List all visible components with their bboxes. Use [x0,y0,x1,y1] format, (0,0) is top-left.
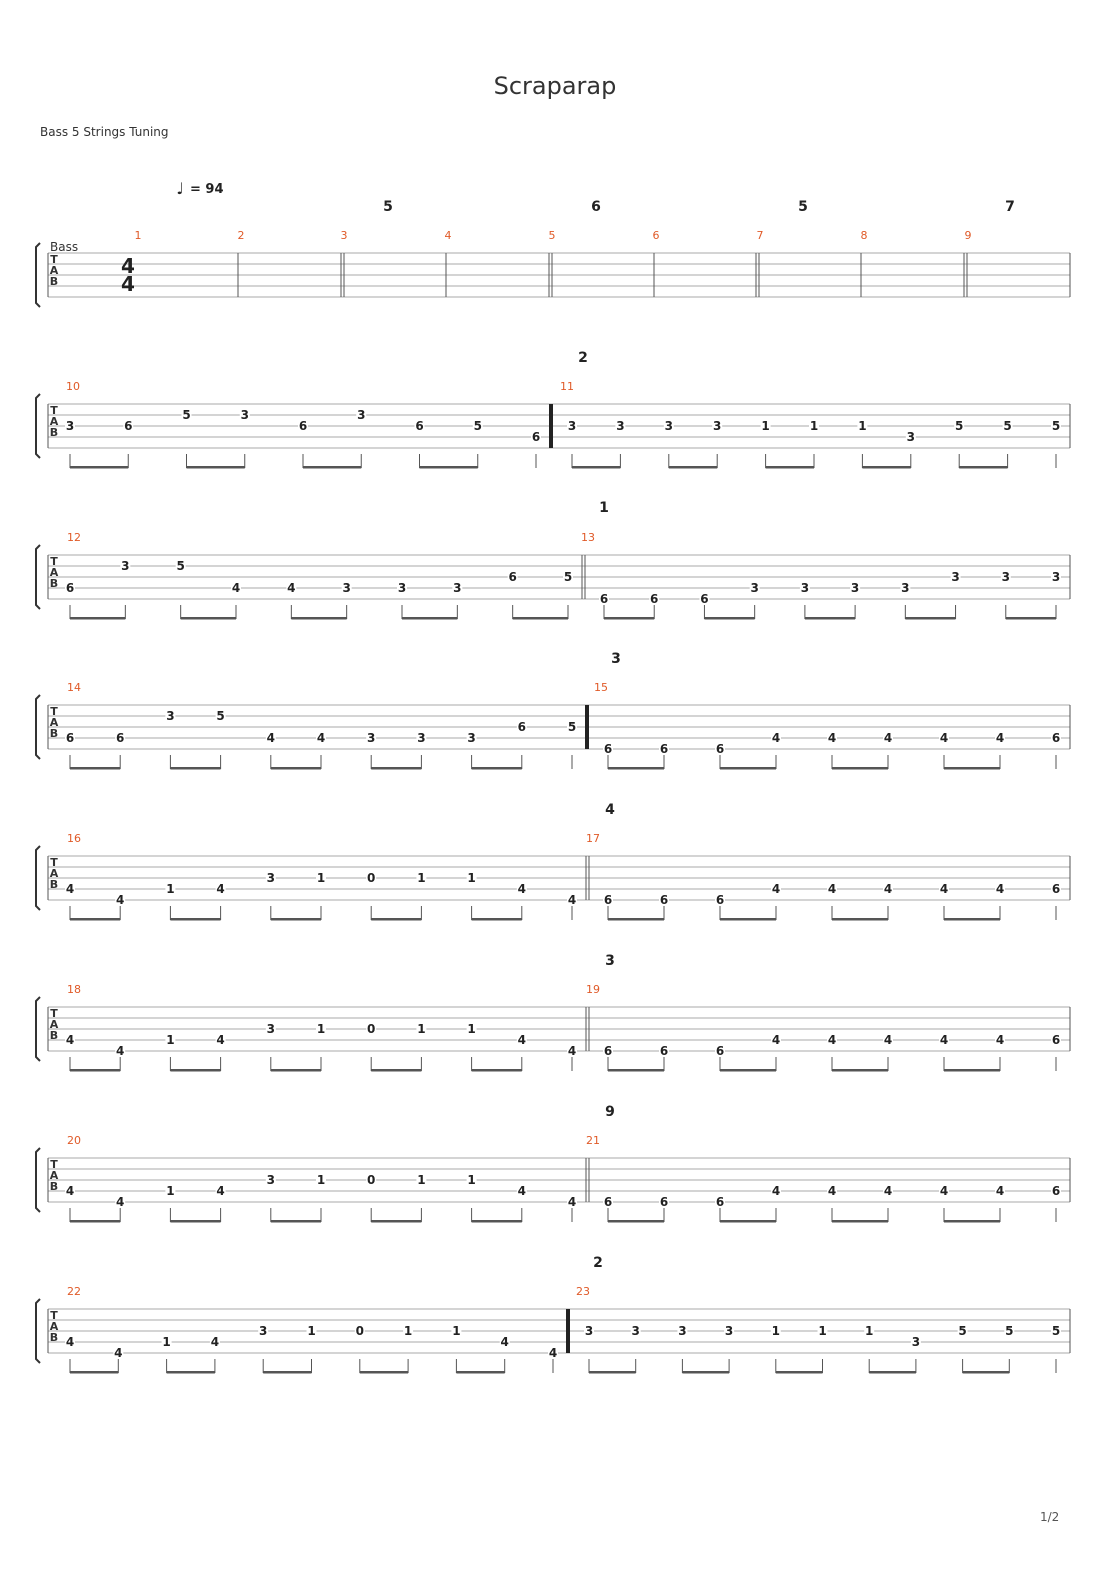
note-beam [70,1069,120,1072]
note-beam [1006,617,1056,620]
tab-clef-letter: T [50,253,58,266]
fret-number: 4 [995,882,1005,896]
measure-number: 12 [67,531,81,544]
tab-clef-letter: A [49,867,59,880]
tab-clef-letter: B [49,1180,59,1193]
system-bracket [36,1299,40,1363]
fret-number: 3 [567,419,577,433]
note-beam [669,466,717,469]
fret-number: 3 [1051,570,1061,584]
note-beam [608,918,664,921]
note-beam [303,466,361,469]
fret-number: 4 [65,1033,75,1047]
fret-number: 5 [958,1324,967,1338]
system-bracket [36,545,40,609]
fret-number: 4 [116,1195,125,1209]
fret-number: 5 [955,419,964,433]
fret-number: 3 [664,419,673,433]
fret-number: 3 [901,581,910,595]
measure-number: 7 [756,229,764,242]
fret-number: 0 [367,1022,376,1036]
fret-number: 6 [715,893,725,907]
measure-number: 2 [237,229,245,242]
fret-number: 6 [65,731,75,745]
tab-clef-letter: B [49,1029,59,1042]
fret-number: 4 [771,1033,781,1047]
fret-number: 1 [818,1324,827,1338]
note-beam [472,1069,522,1072]
fret-number: 3 [467,731,476,745]
note-beam [720,918,776,921]
tab-system [36,651,1070,770]
repeat-count: 1 [599,500,609,516]
tab-clef-letter: A [49,1320,59,1333]
fret-number: 4 [827,882,837,896]
note-beam [170,1069,220,1072]
fret-number: 6 [603,1195,613,1209]
repeat-barline [566,1309,570,1353]
fret-number: 6 [603,742,613,756]
fret-number: 3 [397,581,407,595]
fret-number: 3 [367,731,376,745]
note-beam [472,1220,522,1223]
fret-number: 4 [65,1184,75,1198]
fret-number: 4 [316,731,326,745]
note-beam [608,767,664,770]
repeat-barline [549,404,553,448]
fret-number: 6 [1051,1184,1061,1198]
fret-number: 3 [678,1324,687,1338]
fret-number: 1 [467,1022,476,1036]
fret-number: 3 [453,581,462,595]
note-beam [832,767,888,770]
note-beam [402,617,457,620]
repeat-count: 2 [593,1255,603,1271]
fret-number: 6 [715,1044,725,1058]
fret-number: 1 [417,871,426,885]
measure-number: 21 [586,1134,600,1147]
note-beam [271,1220,321,1223]
fret-number: 5 [1003,419,1012,433]
fret-number: 6 [700,592,709,606]
fret-number: 6 [116,731,125,745]
fret-number: 6 [659,742,669,756]
note-beam [944,1069,1000,1072]
fret-number: 4 [771,731,781,745]
fret-number: 3 [750,581,759,595]
tuning-label: Bass 5 Strings Tuning [40,125,169,139]
tab-clef-letter: T [50,555,58,568]
note-beam [832,918,888,921]
fret-number: 5 [1005,1324,1014,1338]
fret-number: 6 [715,742,725,756]
fret-number: 3 [631,1324,640,1338]
fret-number: 3 [342,581,351,595]
fret-number: 3 [724,1324,734,1338]
fret-number: 6 [603,1044,613,1058]
fret-number: 4 [827,1033,837,1047]
repeat-count: 3 [605,953,615,969]
note-beam [720,1220,776,1223]
tab-clef-letter: A [49,415,59,428]
system-bracket [36,1148,40,1212]
tab-system [36,1255,1070,1374]
repeat-barline [585,705,589,749]
fret-number: 1 [166,1033,175,1047]
note-beam [70,918,120,921]
fret-number: 3 [616,419,625,433]
note-beam [271,1069,321,1072]
note-beam [170,767,220,770]
fret-number: 1 [166,882,175,896]
tab-clef-letter: B [49,1331,59,1344]
fret-number: 4 [771,882,781,896]
fret-number: 4 [939,731,949,745]
fret-number: 4 [771,1184,781,1198]
fret-number: 5 [216,709,225,723]
fret-number: 4 [216,1033,225,1047]
fret-number: 0 [367,1173,376,1187]
note-beam [832,1069,888,1072]
measure-number: 11 [560,380,574,393]
tab-clef-letter: A [49,716,59,729]
fret-number: 3 [259,1324,268,1338]
time-sig-denominator: 4 [121,272,135,296]
repeat-count: 5 [798,199,808,215]
fret-number: 5 [176,559,185,573]
fret-number: 6 [415,419,424,433]
fret-number: 1 [865,1324,874,1338]
note-beam [263,1371,311,1374]
fret-number: 3 [911,1335,921,1349]
fret-number: 4 [65,882,75,896]
fret-number: 1 [417,1022,426,1036]
tab-clef-letter: A [49,1018,59,1031]
tab-clef-letter: A [49,264,59,277]
note-beam [608,1220,664,1223]
fret-number: 4 [883,1184,893,1198]
measure-number: 8 [860,229,868,242]
note-beam [291,617,346,620]
note-beam [181,617,236,620]
measure-number: 3 [340,229,348,242]
measure-number: 10 [66,380,80,393]
fret-number: 1 [761,419,770,433]
fret-number: 4 [939,882,949,896]
tab-system [36,500,1070,620]
note-beam [371,1220,421,1223]
fret-number: 3 [1001,570,1010,584]
fret-number: 1 [316,871,326,885]
note-beam [608,1069,664,1072]
note-beam [832,1220,888,1223]
fret-number: 6 [1051,882,1061,896]
fret-number: 1 [316,1173,326,1187]
note-beam [604,617,654,620]
repeat-count: 4 [605,802,615,818]
note-beam [167,1371,215,1374]
note-beam [704,617,754,620]
fret-number: 4 [567,893,577,907]
fret-number: 1 [417,1173,426,1187]
note-beam [472,767,522,770]
fret-number: 4 [548,1346,558,1360]
fret-number: 4 [883,882,893,896]
fret-number: 4 [116,893,125,907]
fret-number: 3 [266,1173,275,1187]
fret-number: 5 [563,570,573,584]
fret-number: 3 [850,581,860,595]
note-beam [70,617,125,620]
note-beam [572,466,620,469]
note-beam [805,617,855,620]
tab-clef-letter: T [50,1309,58,1322]
time-sig-numerator: 4 [121,254,135,278]
fret-number: 3 [417,731,426,745]
fret-number: 1 [316,1022,326,1036]
repeat-count: 6 [591,199,601,215]
tab-clef-letter: A [49,1169,59,1182]
measure-number: 19 [586,983,600,996]
measure-number: 17 [586,832,600,845]
note-beam [371,767,421,770]
fret-number: 5 [473,419,482,433]
note-beam [720,767,776,770]
note-beam [371,1069,421,1072]
fret-number: 4 [231,581,241,595]
tab-clef-letter: T [50,856,58,869]
fret-number: 5 [1051,419,1061,433]
fret-number: 3 [240,408,249,422]
fret-number: 6 [1051,1033,1061,1047]
fret-number: 4 [827,1184,837,1198]
fret-number: 4 [939,1033,949,1047]
fret-number: 3 [65,419,75,433]
fret-number: 1 [809,419,819,433]
note-beam [70,1220,120,1223]
note-beam [170,918,220,921]
note-beam [271,767,321,770]
repeat-count: 5 [383,199,393,215]
fret-number: 1 [467,871,476,885]
fret-number: 6 [124,419,133,433]
fret-number: 4 [65,1335,75,1349]
note-beam [420,466,478,469]
measure-number: 9 [964,229,972,242]
fret-number: 4 [517,1184,526,1198]
tempo-note-icon: ♩ [176,179,184,198]
fret-number: 4 [517,1033,526,1047]
fret-number: 4 [883,1033,893,1047]
system-bracket [36,846,40,910]
repeat-count: 2 [578,350,588,366]
note-beam [360,1371,408,1374]
fret-number: 3 [951,570,960,584]
fret-number: 1 [403,1324,413,1338]
fret-number: 0 [355,1324,364,1338]
note-beam [371,918,421,921]
fret-number: 1 [452,1324,461,1338]
fret-number: 6 [508,570,517,584]
fret-number: 4 [266,731,275,745]
instrument-name: Bass [50,240,79,254]
fret-number: 6 [659,893,669,907]
tab-clef-letter: B [49,275,59,288]
repeat-count: 7 [1005,199,1015,215]
fret-number: 4 [995,1184,1005,1198]
fret-number: 3 [357,408,366,422]
tab-clef-letter: T [50,404,58,417]
measure-number: 6 [652,229,660,242]
page-title: Scraparap [493,72,617,100]
measure-number: 20 [67,1134,81,1147]
measure-number: 22 [67,1285,81,1298]
fret-number: 6 [603,893,613,907]
note-beam [70,1371,118,1374]
fret-number: 4 [216,1184,225,1198]
fret-number: 6 [65,581,75,595]
tab-clef-letter: A [49,566,59,579]
fret-number: 4 [995,731,1005,745]
note-beam [70,767,120,770]
fret-number: 3 [266,871,275,885]
note-beam [905,617,955,620]
fret-number: 5 [567,720,577,734]
fret-number: 3 [166,709,175,723]
tab-system [36,350,1070,469]
system-bracket [36,394,40,458]
tab-system [36,1104,1070,1223]
note-beam [862,466,910,469]
page-number: 1/2 [1040,1510,1060,1524]
note-beam [944,918,1000,921]
tab-clef-letter: B [49,577,59,590]
fret-number: 4 [995,1033,1005,1047]
fret-number: 6 [1051,731,1061,745]
tab-clef-letter: B [49,878,59,891]
fret-number: 4 [939,1184,949,1198]
tab-system [36,953,1070,1072]
fret-number: 1 [771,1324,780,1338]
tab-clef-letter: T [50,1007,58,1020]
tab-system [36,802,1070,921]
note-beam [959,466,1007,469]
fret-number: 1 [166,1184,175,1198]
fret-number: 6 [599,592,609,606]
measure-number: 13 [581,531,595,544]
tab-clef-letter: B [49,426,59,439]
fret-number: 4 [216,882,225,896]
fret-number: 4 [567,1044,577,1058]
measure-number: 4 [444,229,452,242]
system-bracket [36,243,40,307]
fret-number: 3 [800,581,810,595]
fret-number: 4 [210,1335,220,1349]
fret-number: 1 [162,1335,171,1349]
fret-number: 0 [367,871,376,885]
note-beam [766,466,814,469]
fret-number: 5 [1051,1324,1061,1338]
note-beam [70,466,128,469]
fret-number: 6 [650,592,659,606]
system-bracket [36,695,40,759]
measure-number: 18 [67,983,81,996]
fret-number: 4 [517,882,526,896]
fret-number: 3 [121,559,130,573]
note-beam [513,617,568,620]
fret-number: 4 [116,1044,125,1058]
fret-number: 4 [287,581,296,595]
fret-number: 6 [298,419,308,433]
measure-number: 16 [67,832,81,845]
note-beam [589,1371,636,1374]
fret-number: 4 [500,1335,509,1349]
note-beam [869,1371,916,1374]
tab-clef-letter: T [50,705,58,718]
repeat-count: 9 [605,1104,615,1120]
measure-number: 1 [134,229,142,242]
fret-number: 3 [266,1022,275,1036]
system-bracket [36,997,40,1061]
fret-number: 5 [182,408,191,422]
note-beam [776,1371,823,1374]
note-beam [472,918,522,921]
note-beam [944,767,1000,770]
note-beam [682,1371,729,1374]
fret-number: 3 [584,1324,594,1338]
tab-clef-letter: T [50,1158,58,1171]
measure-number: 5 [548,229,556,242]
tab-system [36,199,1070,307]
fret-number: 1 [467,1173,476,1187]
note-beam [187,466,245,469]
repeat-count: 3 [611,651,621,667]
fret-number: 1 [858,419,867,433]
fret-number: 4 [567,1195,577,1209]
note-beam [944,1220,1000,1223]
note-beam [271,918,321,921]
fret-number: 3 [906,430,915,444]
note-beam [456,1371,504,1374]
fret-number: 3 [713,419,722,433]
fret-number: 6 [659,1195,669,1209]
measure-number: 23 [576,1285,590,1298]
fret-number: 6 [715,1195,725,1209]
tempo-value: = 94 [190,182,224,197]
fret-number: 6 [517,720,526,734]
fret-number: 4 [827,731,837,745]
measure-number: 15 [594,681,608,694]
measure-number: 14 [67,681,81,694]
fret-number: 6 [531,430,541,444]
fret-number: 4 [883,731,893,745]
fret-number: 6 [659,1044,669,1058]
note-beam [170,1220,220,1223]
tab-clef-letter: B [49,727,59,740]
fret-number: 1 [307,1324,316,1338]
fret-number: 4 [114,1346,123,1360]
note-beam [963,1371,1010,1374]
note-beam [720,1069,776,1072]
